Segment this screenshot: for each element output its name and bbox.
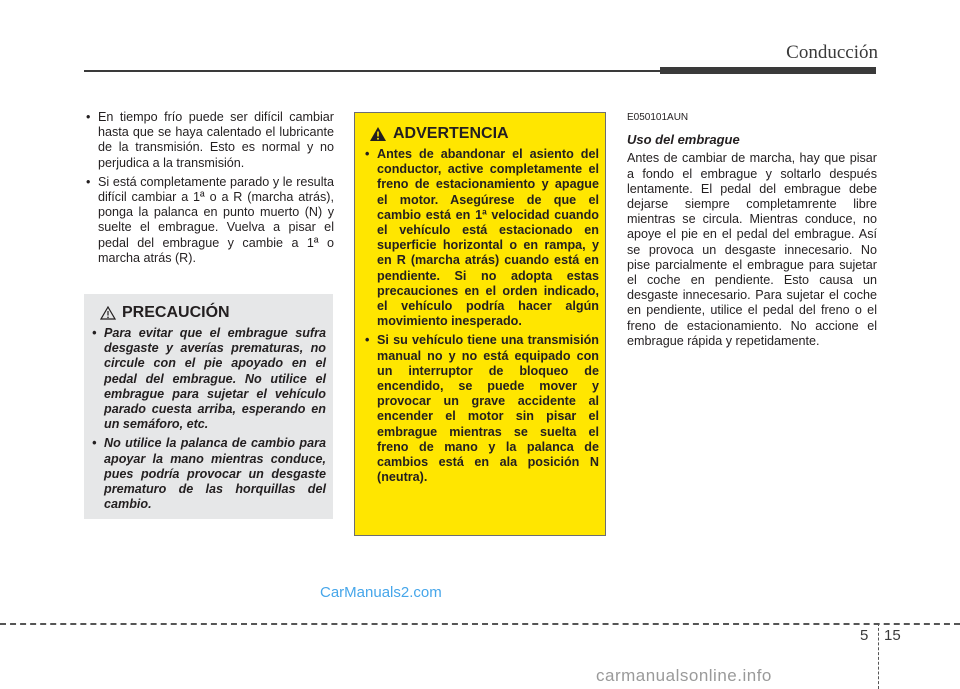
warning-title: ADVERTENCIA	[393, 125, 509, 142]
body-paragraph: Antes de cambiar de marcha, hay que pisar a fondo el embrague y soltarlo después lentamente. El pedal del embrague debe dejarse siempre completamrente libre mientras se circula. Mientras conduce, no apoye el pie en el pedal del embrague. Así se provoca un desgaste innecesario. No pise parcialmente el embrague para sujetar el coche en pendiente. Esto causa un desgaste innecesario. Para sujetar el coche en pendiente, utilice el pedal del freno o el freno de estacionamiento. No accione el embrague rápida y repetidamente.	[627, 151, 877, 348]
site-watermark: carmanualsonline.info	[596, 666, 772, 685]
section-number: 5	[860, 627, 869, 644]
warning-box	[354, 112, 606, 536]
section-title: Conducción	[786, 42, 878, 63]
subheading: Uso del embrague	[627, 132, 740, 148]
page-number: 15	[884, 627, 901, 644]
right-column	[627, 110, 877, 349]
caution-triangle-icon	[100, 306, 116, 320]
caution-box	[84, 294, 333, 519]
warning-item-text: Si su vehículo tiene una transmisión manual no y no está equipado con un interruptor de bloqueo de encendido, se puede mover y provocar un grave accidente al encender el motor sin pisar el embrague mientras se suelta el freno de mano y la palanca de cambios está en ala posición N (neutra).	[377, 333, 599, 485]
caution-item: • Para evitar que el embrague sufra desgaste y averías prematuras, no circule con el pie apoyado en el pedal del embrague. No utilice el embrague para sujetar el vehículo parado cuesta arriba, esperando en un semáforo, etc.	[92, 326, 326, 432]
caution-header	[100, 304, 230, 322]
left-bullet-item: • Si está completamente parado y le resulta difícil cambiar a 1ª o a R (marcha atrás), ponga la palanca en punto muerto (N) y suelte el embrague. Vuelva a pisar el pedal del embrague y cambie a 1ª o marcha atrás (R).	[86, 174, 334, 265]
watermark-link[interactable]: CarManuals2.com	[320, 584, 442, 601]
warning-item: • Si su vehículo tiene una transmisión manual no y no está equipado con un interruptor de bloqueo de encendido, se puede mover y provocar un grave accidente al encender el motor sin pisar el embrague mientras se suelta el freno de mano y la palanca de cambios está en ala posición N (neutra).	[365, 333, 599, 485]
caution-item: • No utilice la palanca de cambio para apoyar la mano mientras conduce, pues podría provocar un desgaste prematuro de las horquillas del cambio.	[92, 436, 326, 512]
left-bullet-list	[84, 110, 334, 266]
warning-item-text: Antes de abandonar el asiento del conductor, active completamente el freno de estacionamiento y apague el motor. Asegúrese de que el cambio está en 1ª velocidad cuando el vehículo está estacionado en superficie horizontal o en rampa, y en R (marcha atrás) cuando está en pendiente. Si no adopta estas precauciones en el orden indicado, el vehículo podría hacer algún movimiento inesperado.	[377, 147, 599, 329]
left-column	[84, 110, 334, 270]
left-bullet-text: En tiempo frío puede ser difícil cambiar hasta que se haya calentado el lubricante de la transmisión. Esto es normal y no perjudica a la transmisión.	[98, 110, 334, 170]
caution-list	[90, 326, 326, 516]
warning-header	[369, 125, 509, 143]
caution-title: PRECAUCIÓN	[122, 304, 230, 321]
caution-item-text: No utilice la palanca de cambio para apoyar la mano mientras conduce, pues podría provocar un desgaste prematuro de las horquillas del cambio.	[104, 436, 326, 512]
footer-divider	[878, 623, 879, 689]
header-rule-accent	[660, 67, 876, 74]
warning-triangle-icon	[369, 126, 387, 142]
left-bullet-text: Si está completamente parado y le resulta difícil cambiar a 1ª o a R (marcha atrás), ponga la palanca en punto muerto (N) y suelte el embrague. Vuelva a pisar el pedal del embrague y cambie a 1ª o marcha atrás (R).	[98, 174, 334, 265]
section-code: E050101AUN	[627, 112, 689, 123]
left-bullet-item: • En tiempo frío puede ser difícil cambiar hasta que se haya calentado el lubricante de la transmisión. Esto es normal y no perjudica a la transmisión.	[86, 110, 334, 170]
warning-item: • Antes de abandonar el asiento del conductor, active completamente el freno de estacionamiento y apague el motor. Asegúrese de que el cambio está en 1ª velocidad cuando el vehículo está estacionado en superficie horizontal o en rampa, y en R (marcha atrás) cuando está en pendiente. Si no adopta estas precauciones en el orden indicado, el vehículo podría hacer algún movimiento inesperado.	[365, 147, 599, 329]
warning-list	[363, 147, 599, 489]
footer-rule	[0, 623, 960, 625]
caution-item-text: Para evitar que el embrague sufra desgaste y averías prematuras, no circule con el pie apoyado en el pedal del embrague. No utilice el embrague para sujetar el vehículo parado cuesta arriba, esperando en un semáforo, etc.	[104, 326, 326, 432]
